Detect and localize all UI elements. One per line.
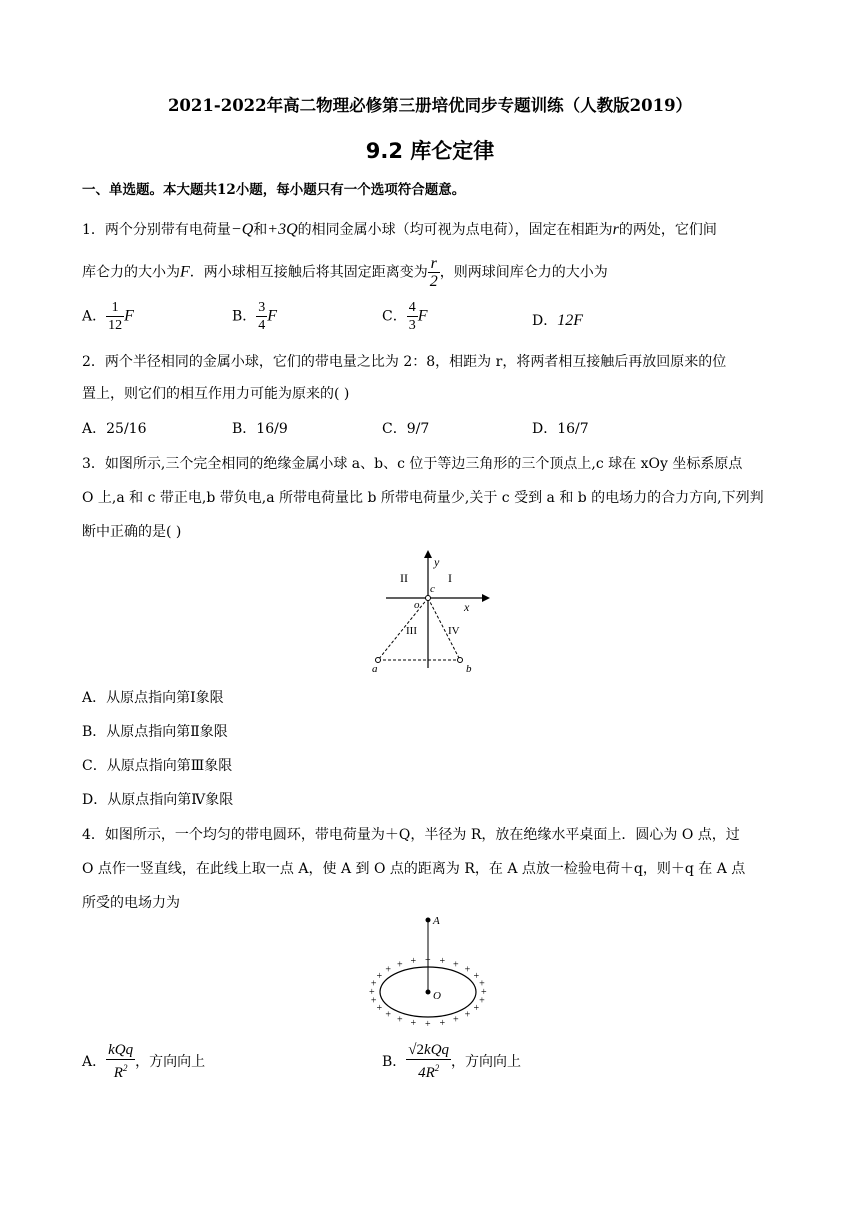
plus-sign: + bbox=[397, 1014, 403, 1026]
plus-sign: + bbox=[453, 1014, 459, 1026]
quadrant-II-label: II bbox=[400, 571, 408, 585]
q1-fraction: $\frac{r}{2}$ bbox=[429, 255, 438, 290]
lesson-title: 9.2 库仑定律 bbox=[365, 139, 495, 163]
x-axis-label: x bbox=[464, 600, 470, 614]
plus-sign: + bbox=[464, 1009, 471, 1021]
plus-sign: + bbox=[370, 978, 377, 990]
a-point-label: A bbox=[433, 915, 440, 927]
q1-option-a[interactable]: A． $\frac{1}{12}$ F bbox=[82, 300, 134, 333]
q1-option-d[interactable]: D．12F bbox=[532, 312, 584, 329]
b-label: b bbox=[466, 663, 472, 675]
q4-line3: 所受的电场力为 bbox=[82, 895, 180, 911]
ball-a bbox=[376, 658, 381, 663]
q3-option-a[interactable]: A．从原点指向第Ⅰ象限 bbox=[82, 690, 224, 706]
q4-line1: 4．如图所示，一个均匀的带电圆环，带电荷量为＋Q，半径为 R，放在绝缘水平桌面上．圆心为 O 点，过 bbox=[82, 827, 740, 843]
plus-sign: + bbox=[376, 1003, 383, 1014]
q4-option-b[interactable]: B． $\frac{\text{√2kQq}}{4R^2}$ ，方向向上 bbox=[382, 1042, 522, 1081]
q2-option-c[interactable]: C．9/7 bbox=[382, 421, 430, 437]
q3-option-b[interactable]: B．从原点指向第Ⅱ象限 bbox=[82, 724, 228, 740]
plus-sign: + bbox=[473, 1003, 480, 1014]
point-o bbox=[426, 990, 431, 995]
q2-line1: 2．两个半径相同的金属小球，它们的带电量之比为 2：8，相距为 r，将两者相互接触后再放回原来的位 bbox=[82, 354, 727, 370]
q2-option-a[interactable]: A．25/16 bbox=[82, 421, 147, 437]
a-label: a bbox=[372, 663, 378, 675]
side-ca bbox=[378, 598, 428, 660]
plus-sign: + bbox=[385, 964, 392, 976]
plus-sign: + bbox=[410, 956, 417, 968]
plus-sign: + bbox=[425, 955, 431, 966]
plus-sign: + bbox=[370, 995, 377, 1007]
plus-sign: + bbox=[453, 959, 459, 971]
o-point-label: O bbox=[433, 990, 441, 1002]
q4-option-a[interactable]: A． $\frac{\text{kQq}}{R^2}$ ，方向向上 bbox=[82, 1042, 206, 1081]
plus-sign: + bbox=[479, 995, 485, 1007]
point-a bbox=[426, 918, 431, 923]
q3-line3: 断中正确的是( ) bbox=[82, 524, 182, 540]
q3-option-c[interactable]: C．从原点指向第Ⅲ象限 bbox=[82, 758, 233, 774]
ball-c bbox=[426, 596, 431, 601]
q1-charge2: +3Q bbox=[267, 221, 298, 238]
q1-line1: 1．两个分别带有电荷量−Q和+3Q的相同金属小球（均可视为点电荷），固定在相距为r的两处，它们间 bbox=[82, 221, 717, 238]
plus-sign: + bbox=[369, 987, 375, 998]
y-axis-arrow bbox=[424, 550, 432, 558]
q4-ring-figure bbox=[369, 912, 488, 1030]
q3-triangle-figure bbox=[370, 548, 490, 676]
plus-sign: + bbox=[385, 1009, 392, 1021]
q1-option-c[interactable]: C． $\frac{4}{3}$ F bbox=[382, 300, 428, 333]
origin-label: o bbox=[414, 599, 420, 611]
q3-option-d[interactable]: D．从原点指向第Ⅳ象限 bbox=[82, 792, 234, 808]
q1-charge1: −Q bbox=[230, 221, 254, 238]
quadrant-IV-label: IV bbox=[448, 625, 460, 637]
y-axis-label: y bbox=[434, 555, 440, 569]
q2-option-b[interactable]: B．16/9 bbox=[232, 421, 288, 437]
plus-sign: + bbox=[410, 1017, 417, 1029]
x-axis-arrow bbox=[482, 594, 490, 602]
q1-line2: 库仑力的大小为F．两小球相互接触后将其固定距离变为 $\frac{r}{2}$ ，则两球间库仑力的大小为 bbox=[82, 255, 608, 290]
plus-sign: + bbox=[439, 1017, 446, 1029]
plus-sign: + bbox=[473, 971, 480, 982]
plus-sign: + bbox=[376, 971, 383, 982]
ball-b bbox=[458, 658, 463, 663]
plus-sign: + bbox=[439, 956, 446, 968]
q2-option-d[interactable]: D．16/7 bbox=[532, 421, 589, 437]
plus-sign: + bbox=[397, 959, 403, 971]
section-heading: 一、单选题。本大题共12小题，每小题只有一个选项符合题意。 bbox=[82, 182, 466, 198]
plus-sign: + bbox=[481, 987, 487, 998]
c-label: c bbox=[430, 583, 435, 595]
series-title: 2021-2022年高二物理必修第三册培优同步专题训练（人教版2019） bbox=[167, 96, 693, 115]
quadrant-I-label: I bbox=[448, 571, 452, 585]
plus-sign: + bbox=[464, 964, 471, 976]
plus-sign: + bbox=[425, 1019, 431, 1030]
q2-line2: 置上，则它们的相互作用力可能为原来的( ) bbox=[82, 386, 350, 402]
quadrant-III-label: III bbox=[406, 625, 417, 637]
plus-sign: + bbox=[479, 978, 485, 990]
q4-line2: O 点作一竖直线，在此线上取一点 A，使 A 到 O 点的距离为 R，在 A 点放一检验电荷＋q，则＋q 在 A 点 bbox=[82, 861, 746, 877]
q1-option-b[interactable]: B． $\frac{3}{4}$ F bbox=[232, 300, 278, 333]
q3-line1: 3．如图所示,三个完全相同的绝缘金属小球 a、b、c 位于等边三角形的三个顶点上,c 球在 xOy 坐标系原点 bbox=[82, 456, 743, 472]
q3-line2: O 上,a 和 c 带正电,b 带负电,a 所带电荷量比 b 所带电荷量少,关于 c 受到 a 和 b 的电场力的合力方向,下列判 bbox=[82, 490, 764, 506]
